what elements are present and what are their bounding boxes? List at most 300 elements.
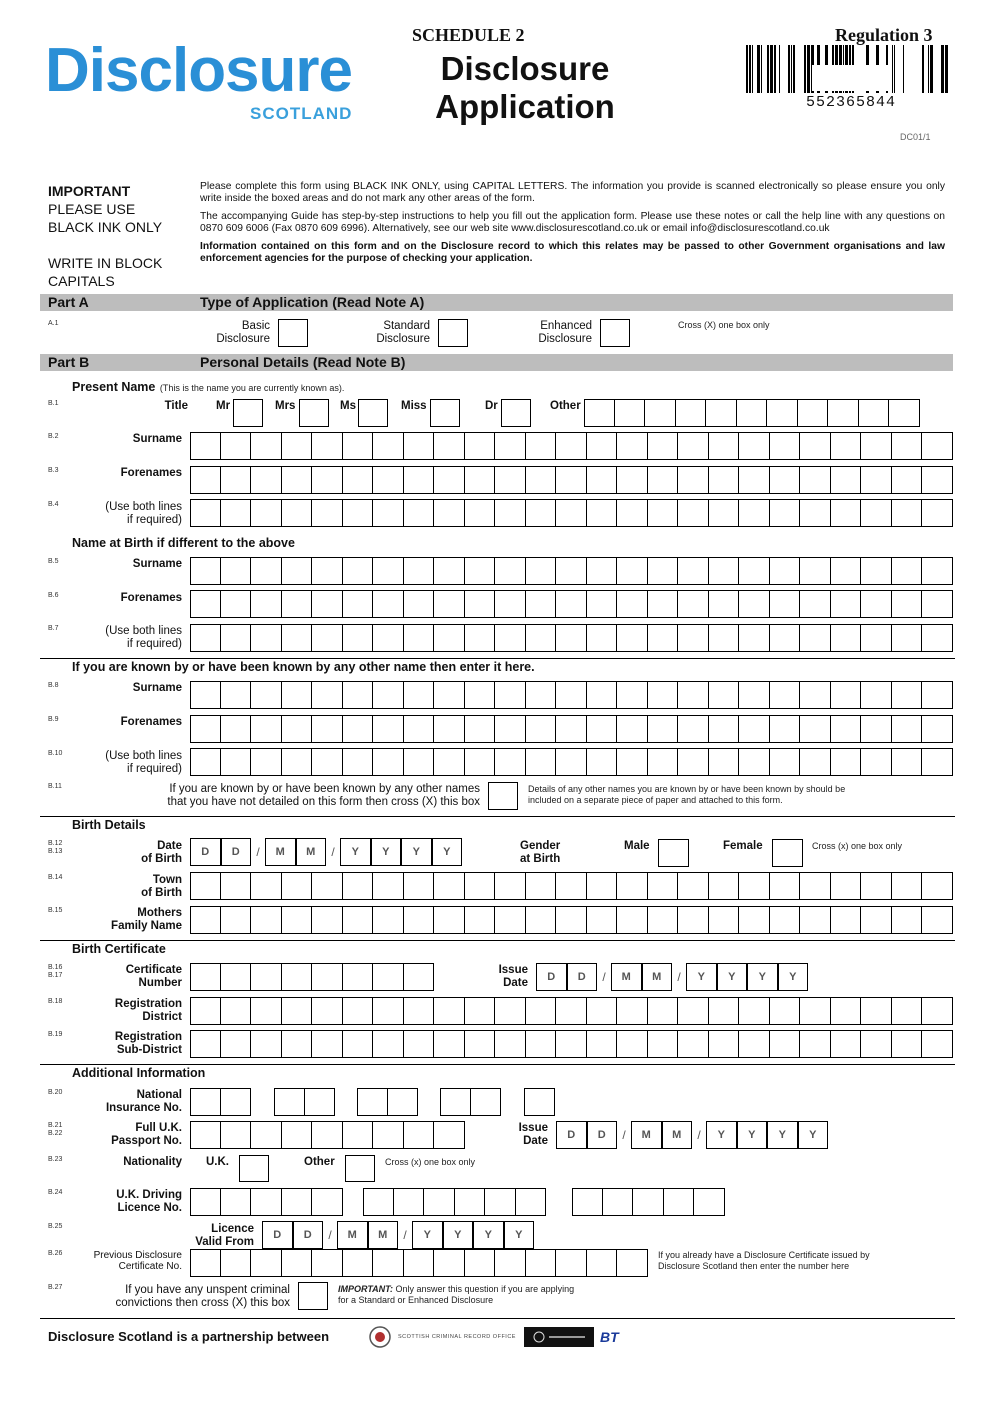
title-mr-checkbox[interactable] [233, 399, 263, 427]
char-box[interactable] [648, 499, 679, 527]
char-box[interactable] [709, 748, 740, 776]
forenames-line2-input[interactable] [190, 499, 953, 527]
char-box[interactable] [282, 432, 313, 460]
char-box[interactable] [434, 748, 465, 776]
char-box[interactable] [922, 590, 953, 618]
basic-checkbox[interactable] [278, 319, 308, 347]
char-box[interactable] [190, 963, 221, 991]
char-box[interactable] [526, 432, 557, 460]
char-box[interactable] [465, 557, 496, 585]
char-box[interactable] [892, 590, 923, 618]
char-box[interactable] [221, 1030, 252, 1058]
char-box[interactable] [373, 715, 404, 743]
char-box[interactable] [770, 466, 801, 494]
char-box[interactable] [892, 748, 923, 776]
date-digit-box[interactable]: M [662, 1121, 693, 1149]
date-digit-box[interactable]: Y [443, 1221, 474, 1249]
date-digit-box[interactable]: Y [737, 1121, 768, 1149]
char-box[interactable] [617, 590, 648, 618]
char-box[interactable] [770, 624, 801, 652]
char-box[interactable] [495, 748, 526, 776]
char-box[interactable] [343, 1121, 374, 1149]
title-dr-checkbox[interactable] [501, 399, 531, 427]
char-box[interactable] [495, 906, 526, 934]
char-box[interactable] [282, 748, 313, 776]
char-box[interactable] [465, 715, 496, 743]
char-box[interactable] [434, 590, 465, 618]
char-box[interactable] [251, 748, 282, 776]
char-box[interactable] [251, 1249, 282, 1277]
title-other-input[interactable] [584, 399, 920, 427]
char-box[interactable] [465, 499, 496, 527]
char-box[interactable] [617, 557, 648, 585]
char-box[interactable] [221, 466, 252, 494]
char-box[interactable] [587, 432, 618, 460]
char-box[interactable] [465, 1030, 496, 1058]
char-box[interactable] [587, 872, 618, 900]
char-box[interactable] [190, 1088, 221, 1116]
char-box[interactable] [190, 1249, 221, 1277]
char-box[interactable] [831, 715, 862, 743]
char-box[interactable] [274, 1088, 305, 1116]
char-box[interactable] [221, 681, 252, 709]
char-box[interactable] [424, 1188, 455, 1216]
char-box[interactable] [465, 997, 496, 1025]
char-box[interactable] [190, 1121, 221, 1149]
char-box[interactable] [739, 466, 770, 494]
char-box[interactable] [221, 906, 252, 934]
char-box[interactable] [645, 399, 676, 427]
char-box[interactable] [861, 748, 892, 776]
char-box[interactable] [556, 624, 587, 652]
char-box[interactable] [404, 624, 435, 652]
char-box[interactable] [404, 872, 435, 900]
char-box[interactable] [770, 872, 801, 900]
char-box[interactable] [678, 997, 709, 1025]
char-box[interactable] [221, 748, 252, 776]
char-box[interactable] [495, 499, 526, 527]
char-box[interactable] [587, 681, 618, 709]
char-box[interactable] [526, 557, 557, 585]
char-box[interactable] [434, 1121, 465, 1149]
char-box[interactable] [678, 1030, 709, 1058]
char-box[interactable] [617, 715, 648, 743]
passport-issue-date-input[interactable] [556, 1121, 828, 1149]
char-box[interactable] [587, 715, 618, 743]
char-box[interactable] [221, 499, 252, 527]
char-box[interactable] [800, 432, 831, 460]
char-box[interactable] [739, 997, 770, 1025]
char-box[interactable] [526, 715, 557, 743]
char-box[interactable] [526, 681, 557, 709]
char-box[interactable] [648, 997, 679, 1025]
char-box[interactable] [526, 906, 557, 934]
char-box[interactable] [922, 681, 953, 709]
char-box[interactable] [282, 590, 313, 618]
char-box[interactable] [892, 466, 923, 494]
char-box[interactable] [190, 1188, 221, 1216]
char-box[interactable] [190, 432, 221, 460]
char-box[interactable] [312, 466, 343, 494]
char-box[interactable] [633, 1188, 664, 1216]
char-box[interactable] [282, 715, 313, 743]
char-box[interactable] [798, 399, 829, 427]
char-box[interactable] [892, 681, 923, 709]
char-box[interactable] [587, 1030, 618, 1058]
char-box[interactable] [648, 715, 679, 743]
date-digit-box[interactable]: M [265, 838, 296, 866]
char-box[interactable] [922, 557, 953, 585]
char-box[interactable] [282, 872, 313, 900]
date-digit-box[interactable]: Y [767, 1121, 798, 1149]
char-box[interactable] [676, 399, 707, 427]
male-checkbox[interactable] [658, 839, 689, 867]
char-box[interactable] [617, 432, 648, 460]
char-box[interactable] [526, 748, 557, 776]
driving-licence-input-3[interactable] [572, 1188, 725, 1216]
char-box[interactable] [312, 1249, 343, 1277]
char-box[interactable] [892, 432, 923, 460]
char-box[interactable] [556, 499, 587, 527]
char-box[interactable] [312, 1121, 343, 1149]
char-box[interactable] [831, 499, 862, 527]
char-box[interactable] [556, 432, 587, 460]
char-box[interactable] [922, 997, 953, 1025]
char-box[interactable] [495, 872, 526, 900]
char-box[interactable] [889, 399, 920, 427]
char-box[interactable] [587, 499, 618, 527]
char-box[interactable] [922, 1030, 953, 1058]
standard-checkbox[interactable] [438, 319, 468, 347]
char-box[interactable] [251, 624, 282, 652]
char-box[interactable] [190, 1030, 221, 1058]
char-box[interactable] [343, 963, 374, 991]
female-checkbox[interactable] [772, 839, 803, 867]
char-box[interactable] [678, 466, 709, 494]
date-digit-box[interactable]: M [296, 838, 327, 866]
char-box[interactable] [282, 1249, 313, 1277]
ni-number-input-2[interactable] [274, 1088, 335, 1116]
char-box[interactable] [343, 499, 374, 527]
char-box[interactable] [404, 1249, 435, 1277]
title-mrs-checkbox[interactable] [299, 399, 329, 427]
char-box[interactable] [709, 466, 740, 494]
char-box[interactable] [709, 906, 740, 934]
char-box[interactable] [556, 557, 587, 585]
char-box[interactable] [617, 1249, 648, 1277]
char-box[interactable] [485, 1188, 516, 1216]
char-box[interactable] [221, 557, 252, 585]
char-box[interactable] [709, 432, 740, 460]
char-box[interactable] [282, 963, 313, 991]
char-box[interactable] [373, 681, 404, 709]
char-box[interactable] [706, 399, 737, 427]
char-box[interactable] [190, 872, 221, 900]
registration-district-input[interactable] [190, 997, 953, 1025]
char-box[interactable] [617, 997, 648, 1025]
char-box[interactable] [343, 624, 374, 652]
char-box[interactable] [526, 466, 557, 494]
char-box[interactable] [922, 748, 953, 776]
char-box[interactable] [831, 432, 862, 460]
char-box[interactable] [556, 1030, 587, 1058]
char-box[interactable] [373, 432, 404, 460]
char-box[interactable] [587, 1249, 618, 1277]
char-box[interactable] [556, 997, 587, 1025]
char-box[interactable] [495, 466, 526, 494]
char-box[interactable] [343, 466, 374, 494]
date-digit-box[interactable]: M [642, 963, 673, 991]
cert-issue-date-input[interactable] [536, 963, 808, 991]
char-box[interactable] [434, 997, 465, 1025]
char-box[interactable] [739, 1030, 770, 1058]
char-box[interactable] [892, 557, 923, 585]
char-box[interactable] [739, 432, 770, 460]
char-box[interactable] [471, 1088, 502, 1116]
char-box[interactable] [737, 399, 768, 427]
char-box[interactable] [770, 499, 801, 527]
char-box[interactable] [861, 872, 892, 900]
char-box[interactable] [770, 997, 801, 1025]
char-box[interactable] [587, 624, 618, 652]
char-box[interactable] [495, 681, 526, 709]
char-box[interactable] [373, 963, 404, 991]
char-box[interactable] [617, 681, 648, 709]
char-box[interactable] [587, 748, 618, 776]
char-box[interactable] [282, 557, 313, 585]
char-box[interactable] [556, 466, 587, 494]
char-box[interactable] [831, 906, 862, 934]
char-box[interactable] [526, 1249, 557, 1277]
char-box[interactable] [739, 748, 770, 776]
surname-input[interactable] [190, 432, 953, 460]
char-box[interactable] [709, 499, 740, 527]
char-box[interactable] [312, 872, 343, 900]
char-box[interactable] [524, 1088, 555, 1116]
char-box[interactable] [861, 906, 892, 934]
char-box[interactable] [251, 432, 282, 460]
char-box[interactable] [221, 1121, 252, 1149]
char-box[interactable] [495, 624, 526, 652]
char-box[interactable] [373, 557, 404, 585]
char-box[interactable] [312, 681, 343, 709]
char-box[interactable] [404, 590, 435, 618]
char-box[interactable] [190, 590, 221, 618]
char-box[interactable] [861, 557, 892, 585]
char-box[interactable] [770, 590, 801, 618]
char-box[interactable] [282, 1121, 313, 1149]
char-box[interactable] [617, 624, 648, 652]
char-box[interactable] [892, 997, 923, 1025]
nationality-uk-checkbox[interactable] [239, 1155, 269, 1182]
birth-forenames-input[interactable] [190, 590, 953, 618]
char-box[interactable] [251, 906, 282, 934]
char-box[interactable] [373, 1121, 404, 1149]
char-box[interactable] [357, 1088, 388, 1116]
date-digit-box[interactable]: Y [473, 1221, 504, 1249]
ni-number-input-5[interactable] [524, 1088, 555, 1116]
certificate-number-input[interactable] [190, 963, 434, 991]
char-box[interactable] [770, 557, 801, 585]
unspent-convictions-checkbox[interactable] [298, 1282, 328, 1310]
char-box[interactable] [434, 681, 465, 709]
char-box[interactable] [251, 466, 282, 494]
char-box[interactable] [221, 590, 252, 618]
char-box[interactable] [343, 1030, 374, 1058]
char-box[interactable] [282, 499, 313, 527]
char-box[interactable] [709, 715, 740, 743]
char-box[interactable] [343, 715, 374, 743]
char-box[interactable] [664, 1188, 695, 1216]
char-box[interactable] [190, 466, 221, 494]
date-digit-box[interactable]: Y [412, 1221, 443, 1249]
char-box[interactable] [739, 557, 770, 585]
char-box[interactable] [648, 557, 679, 585]
char-box[interactable] [190, 557, 221, 585]
char-box[interactable] [190, 624, 221, 652]
char-box[interactable] [373, 1249, 404, 1277]
char-box[interactable] [678, 872, 709, 900]
birth-forenames-line2-input[interactable] [190, 624, 953, 652]
char-box[interactable] [434, 624, 465, 652]
char-box[interactable] [678, 681, 709, 709]
birth-surname-input[interactable] [190, 557, 953, 585]
registration-subdistrict-input[interactable] [190, 1030, 953, 1058]
char-box[interactable] [678, 557, 709, 585]
char-box[interactable] [648, 872, 679, 900]
char-box[interactable] [526, 499, 557, 527]
char-box[interactable] [495, 1249, 526, 1277]
char-box[interactable] [861, 715, 892, 743]
char-box[interactable] [434, 1030, 465, 1058]
char-box[interactable] [526, 624, 557, 652]
char-box[interactable] [861, 590, 892, 618]
char-box[interactable] [251, 715, 282, 743]
char-box[interactable] [495, 590, 526, 618]
char-box[interactable] [343, 1249, 374, 1277]
char-box[interactable] [221, 997, 252, 1025]
char-box[interactable] [800, 1030, 831, 1058]
mothers-family-name-input[interactable] [190, 906, 953, 934]
char-box[interactable] [343, 590, 374, 618]
char-box[interactable] [861, 499, 892, 527]
char-box[interactable] [251, 1030, 282, 1058]
char-box[interactable] [221, 1249, 252, 1277]
char-box[interactable] [312, 557, 343, 585]
char-box[interactable] [434, 557, 465, 585]
char-box[interactable] [831, 624, 862, 652]
char-box[interactable] [282, 997, 313, 1025]
char-box[interactable] [312, 624, 343, 652]
char-box[interactable] [434, 906, 465, 934]
char-box[interactable] [404, 432, 435, 460]
char-box[interactable] [221, 432, 252, 460]
char-box[interactable] [800, 624, 831, 652]
char-box[interactable] [251, 872, 282, 900]
char-box[interactable] [587, 997, 618, 1025]
char-box[interactable] [678, 715, 709, 743]
char-box[interactable] [465, 432, 496, 460]
char-box[interactable] [739, 590, 770, 618]
char-box[interactable] [343, 872, 374, 900]
char-box[interactable] [922, 872, 953, 900]
char-box[interactable] [373, 906, 404, 934]
driving-licence-input-2[interactable] [363, 1188, 546, 1216]
char-box[interactable] [861, 624, 892, 652]
char-box[interactable] [861, 432, 892, 460]
ni-number-input-3[interactable] [357, 1088, 418, 1116]
char-box[interactable] [404, 715, 435, 743]
char-box[interactable] [709, 997, 740, 1025]
char-box[interactable] [584, 399, 615, 427]
char-box[interactable] [312, 1030, 343, 1058]
char-box[interactable] [434, 715, 465, 743]
char-box[interactable] [739, 715, 770, 743]
char-box[interactable] [587, 906, 618, 934]
char-box[interactable] [892, 715, 923, 743]
char-box[interactable] [343, 681, 374, 709]
char-box[interactable] [678, 748, 709, 776]
char-box[interactable] [343, 432, 374, 460]
char-box[interactable] [831, 590, 862, 618]
date-digit-box[interactable]: D [262, 1221, 293, 1249]
char-box[interactable] [495, 997, 526, 1025]
other-surname-input[interactable] [190, 681, 953, 709]
date-digit-box[interactable]: Y [747, 963, 778, 991]
date-digit-box[interactable]: Y [371, 838, 402, 866]
char-box[interactable] [516, 1188, 547, 1216]
char-box[interactable] [404, 748, 435, 776]
char-box[interactable] [465, 748, 496, 776]
char-box[interactable] [800, 466, 831, 494]
town-of-birth-input[interactable] [190, 872, 953, 900]
date-digit-box[interactable]: Y [686, 963, 717, 991]
date-digit-box[interactable]: D [221, 838, 252, 866]
char-box[interactable] [190, 748, 221, 776]
date-digit-box[interactable]: M [631, 1121, 662, 1149]
char-box[interactable] [373, 624, 404, 652]
date-digit-box[interactable]: Y [504, 1221, 535, 1249]
char-box[interactable] [739, 681, 770, 709]
char-box[interactable] [221, 624, 252, 652]
char-box[interactable] [831, 466, 862, 494]
char-box[interactable] [251, 681, 282, 709]
char-box[interactable] [221, 872, 252, 900]
char-box[interactable] [831, 872, 862, 900]
char-box[interactable] [922, 466, 953, 494]
date-digit-box[interactable]: D [556, 1121, 587, 1149]
char-box[interactable] [373, 872, 404, 900]
char-box[interactable] [617, 906, 648, 934]
date-digit-box[interactable]: Y [340, 838, 371, 866]
char-box[interactable] [831, 748, 862, 776]
char-box[interactable] [221, 715, 252, 743]
date-digit-box[interactable]: M [368, 1221, 399, 1249]
char-box[interactable] [221, 963, 252, 991]
date-digit-box[interactable]: Y [798, 1121, 829, 1149]
char-box[interactable] [617, 466, 648, 494]
licence-valid-from-input[interactable] [262, 1221, 534, 1249]
char-box[interactable] [312, 997, 343, 1025]
char-box[interactable] [922, 906, 953, 934]
date-digit-box[interactable]: D [567, 963, 598, 991]
char-box[interactable] [373, 748, 404, 776]
char-box[interactable] [678, 624, 709, 652]
char-box[interactable] [251, 557, 282, 585]
char-box[interactable] [770, 681, 801, 709]
char-box[interactable] [861, 1030, 892, 1058]
char-box[interactable] [892, 906, 923, 934]
